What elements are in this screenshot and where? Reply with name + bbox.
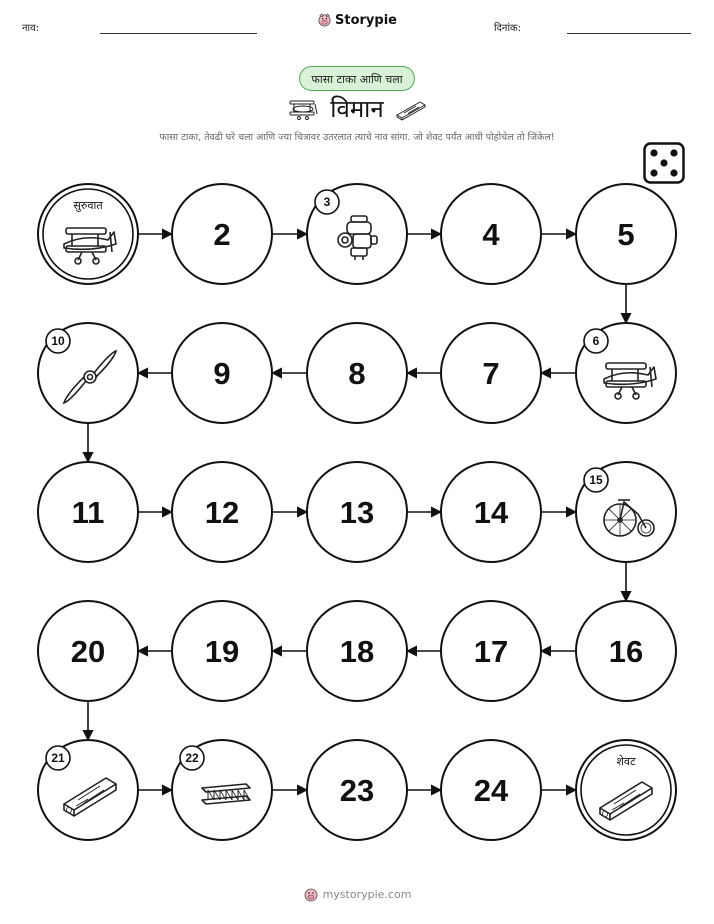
cell-number: 13 [339, 495, 375, 530]
cell-number: 5 [617, 217, 635, 252]
cell-number: 2 [213, 217, 231, 252]
board-cell-3[interactable] [307, 184, 407, 284]
cell-number-badge [315, 190, 339, 214]
cell-number: 18 [339, 634, 375, 669]
board-cell-14[interactable] [441, 462, 541, 562]
cell-number: 20 [70, 634, 106, 669]
board-cell-15[interactable] [576, 462, 676, 562]
name-label: नाव: [22, 23, 40, 34]
instructions: फासा टाका, तेवढी घरे चला आणि ज्या चित्रावर उतरलात त्याचे नाव सांगा. जो शेवट पर्यंत आधी पोहोचेल तो जिंकेल! [159, 132, 555, 143]
board-cell-25[interactable] [576, 740, 676, 840]
cell-number: 7 [482, 356, 500, 391]
board-cell-8[interactable] [307, 323, 407, 423]
footer-url[interactable]: mystorypie.com [322, 888, 412, 901]
board-cell-4[interactable] [441, 184, 541, 284]
start-label: सुरुवात [73, 199, 103, 212]
cell-number: 4 [482, 217, 500, 252]
board-cell-6[interactable] [576, 323, 676, 423]
cell-number: 12 [204, 495, 240, 530]
cell-number: 24 [473, 773, 509, 808]
footer [0, 886, 714, 902]
cell-number: 16 [608, 634, 644, 669]
cell-number: 8 [348, 356, 366, 391]
board-cell-2[interactable] [172, 184, 272, 284]
svg-text:10: 10 [51, 334, 65, 348]
cell-number-badge [584, 468, 608, 492]
board-cell-11[interactable] [38, 462, 138, 562]
svg-text:21: 21 [51, 751, 65, 765]
cell-number-badge [584, 329, 608, 353]
cell-number: 11 [71, 495, 105, 530]
cell-number: 23 [339, 773, 375, 808]
board-cell-24[interactable] [441, 740, 541, 840]
board-cell-22[interactable] [172, 740, 272, 840]
cell-number: 19 [204, 634, 240, 669]
cell-number: 17 [473, 634, 509, 669]
end-label: शेवट [616, 755, 636, 768]
cell-number: 9 [213, 356, 231, 391]
cell-number-badge [46, 746, 70, 770]
game-type-badge: फासा टाका आणि चला [299, 66, 415, 91]
board-cell-10[interactable] [38, 323, 138, 423]
cell-number: 14 [473, 495, 509, 530]
date-label: दिनांक: [494, 23, 522, 34]
board-cell-23[interactable] [307, 740, 407, 840]
board-cell-20[interactable] [38, 601, 138, 701]
board-cell-13[interactable] [307, 462, 407, 562]
board-cell-7[interactable] [441, 323, 541, 423]
board-cell-18[interactable] [307, 601, 407, 701]
board-cell-1[interactable] [38, 184, 138, 284]
board-cell-19[interactable] [172, 601, 272, 701]
board-cell-9[interactable] [172, 323, 272, 423]
svg-text:15: 15 [589, 473, 603, 487]
cell-number-badge [180, 746, 204, 770]
brand-name: Storypie [335, 13, 397, 28]
title-text: विमान [330, 95, 384, 123]
board-cell-12[interactable] [172, 462, 272, 562]
svg-text:22: 22 [185, 751, 199, 765]
board-cell-16[interactable] [576, 601, 676, 701]
pig-logo-icon [303, 886, 319, 902]
svg-text:3: 3 [323, 195, 331, 209]
svg-text:6: 6 [592, 334, 600, 348]
board-cell-17[interactable] [441, 601, 541, 701]
board-cell-5[interactable] [576, 184, 676, 284]
cell-number-badge [46, 329, 70, 353]
board-cell-21[interactable] [38, 740, 138, 840]
